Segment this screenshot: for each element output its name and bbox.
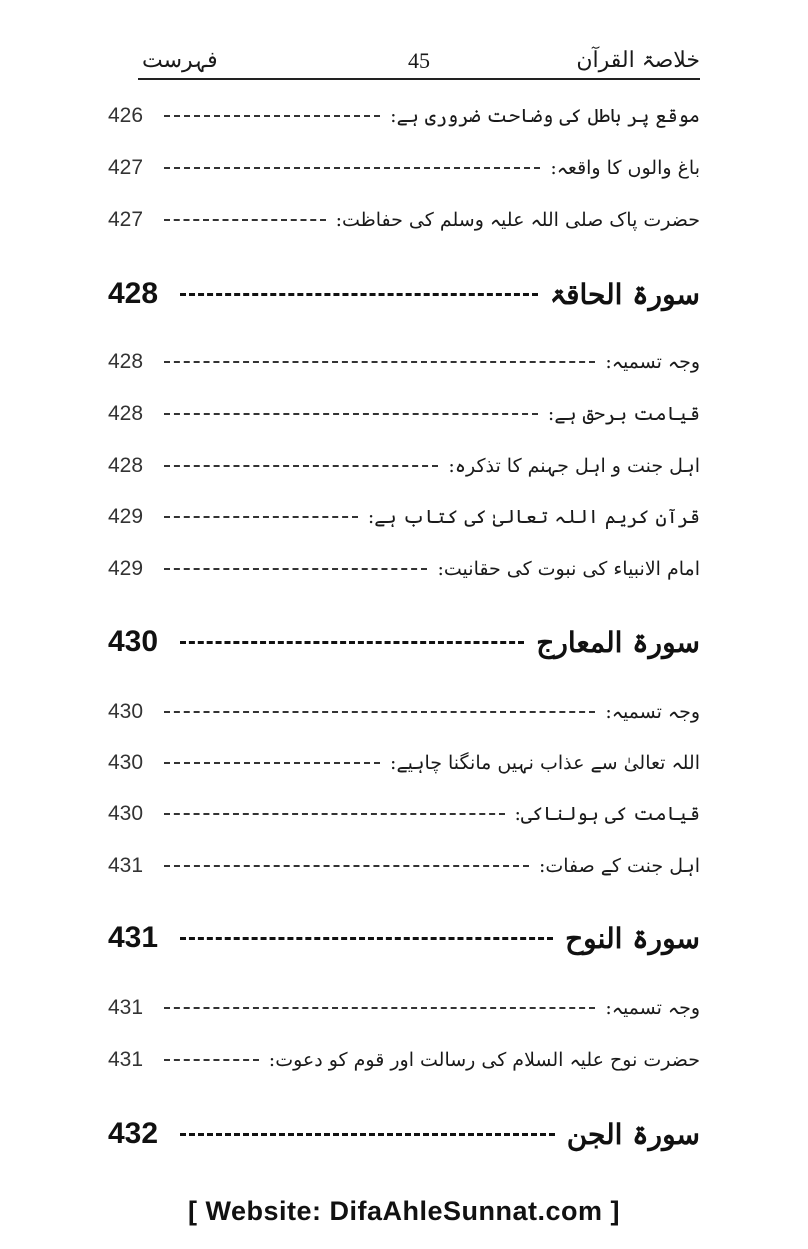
- toc-entry-title: اہل جنت کے صفات:: [538, 855, 700, 877]
- toc-page-number: 428: [108, 402, 144, 425]
- toc-entry-row: [108, 794, 700, 834]
- leader-dashes: [164, 711, 595, 713]
- toc-entry-row: [108, 394, 700, 434]
- leader-dashes: [164, 361, 595, 363]
- toc-page-number: 426: [108, 104, 144, 127]
- toc-entry-title: قیامت برحق ہے:: [547, 403, 700, 425]
- toc-entry-row: [108, 692, 700, 732]
- surah-heading-row: [108, 918, 700, 958]
- toc-entry-row: [108, 148, 700, 188]
- toc-page-number: 430: [108, 700, 144, 723]
- toc-page-number: 431: [108, 854, 144, 877]
- toc-page-number: 429: [108, 505, 144, 528]
- toc-entry-row: [108, 1040, 700, 1080]
- leader-dashes: [180, 293, 538, 296]
- leader-dashes: [180, 641, 524, 644]
- toc-entry-row: [108, 743, 700, 783]
- leader-dashes: [180, 1133, 555, 1136]
- toc-page-number: 430: [108, 802, 144, 825]
- toc-entry-row: [108, 200, 700, 240]
- toc-entry-title: قیامت کی ہولناکی:: [514, 803, 700, 825]
- toc-page-number: 427: [108, 208, 144, 231]
- leader-dashes: [180, 937, 553, 940]
- toc-entry-row: [108, 988, 700, 1028]
- leader-dashes: [164, 465, 438, 467]
- toc-entry-row: [108, 846, 700, 886]
- toc-entry-title: وجہ تسمیہ:: [605, 701, 700, 723]
- page-header: [138, 44, 700, 80]
- toc-entry-title: اہل جنت و اہل جہنم کا تذکرہ:: [448, 455, 700, 477]
- leader-dashes: [164, 813, 505, 815]
- toc-entry-row: [108, 96, 700, 136]
- toc-entry-row: [108, 446, 700, 486]
- header-section-title: فہرست: [142, 48, 218, 73]
- surah-title: سورۃ النوح: [565, 921, 700, 955]
- toc-page-number: 427: [108, 156, 144, 179]
- toc-entry-title: وجہ تسمیہ:: [605, 997, 700, 1019]
- leader-dashes: [164, 516, 358, 518]
- leader-dashes: [164, 115, 380, 117]
- toc-entry-row: [108, 342, 700, 382]
- toc-entry-row: [108, 497, 700, 537]
- toc-entry-title: موقع پر باطل کی وضاحت ضروری ہے:: [390, 105, 700, 127]
- toc-page-number: 430: [108, 751, 144, 774]
- toc-entry-title: قرآن کریم اللہ تعالیٰ کی کتاب ہے:: [367, 506, 700, 528]
- surah-title: سورۃ المعارج: [536, 625, 700, 659]
- surah-title: سورۃ الحاقۃ: [549, 277, 700, 311]
- leader-dashes: [164, 762, 380, 764]
- toc-page-number: 429: [108, 557, 144, 580]
- toc-entry-title: باغ والوں کا واقعہ:: [550, 157, 700, 179]
- toc-page-number: 431: [108, 996, 144, 1019]
- toc-entry-row: [108, 549, 700, 589]
- toc-page-number: 431: [108, 1048, 144, 1071]
- leader-dashes: [164, 413, 538, 415]
- page-number: 45: [408, 48, 430, 73]
- toc-page-number: 428: [108, 454, 144, 477]
- toc-entry-title: اللہ تعالیٰ سے عذاب نہیں مانگنا چاہیے:: [390, 752, 700, 774]
- leader-dashes: [164, 219, 326, 221]
- toc-page-number: 431: [108, 921, 159, 954]
- surah-heading-row: [108, 274, 700, 314]
- toc-entry-title: حضرت پاک صلی اللہ علیہ وسلم کی حفاظت:: [335, 209, 700, 231]
- toc-page-number: 428: [108, 350, 144, 373]
- leader-dashes: [164, 1059, 259, 1061]
- surah-heading-row: [108, 622, 700, 662]
- leader-dashes: [164, 1007, 595, 1009]
- leader-dashes: [164, 865, 529, 867]
- toc-entry-title: امام الانبیاء کی نبوت کی حقانیت:: [437, 558, 700, 580]
- toc-page-number: 432: [108, 1117, 159, 1150]
- header-book-title: خلاصۃ القرآن: [576, 48, 700, 73]
- toc-page-number: 430: [108, 625, 159, 658]
- surah-heading-row: [108, 1114, 700, 1154]
- website-footer: [ Website: DifaAhleSunnat.com ]: [187, 1196, 621, 1226]
- toc-entry-title: حضرت نوح علیہ السلام کی رسالت اور قوم کو دعوت:: [268, 1049, 700, 1071]
- toc-page-number: 428: [108, 277, 159, 310]
- leader-dashes: [164, 167, 540, 169]
- toc-entry-title: وجہ تسمیہ:: [605, 351, 700, 373]
- surah-title: سورۃ الجن: [566, 1117, 700, 1151]
- leader-dashes: [164, 568, 427, 570]
